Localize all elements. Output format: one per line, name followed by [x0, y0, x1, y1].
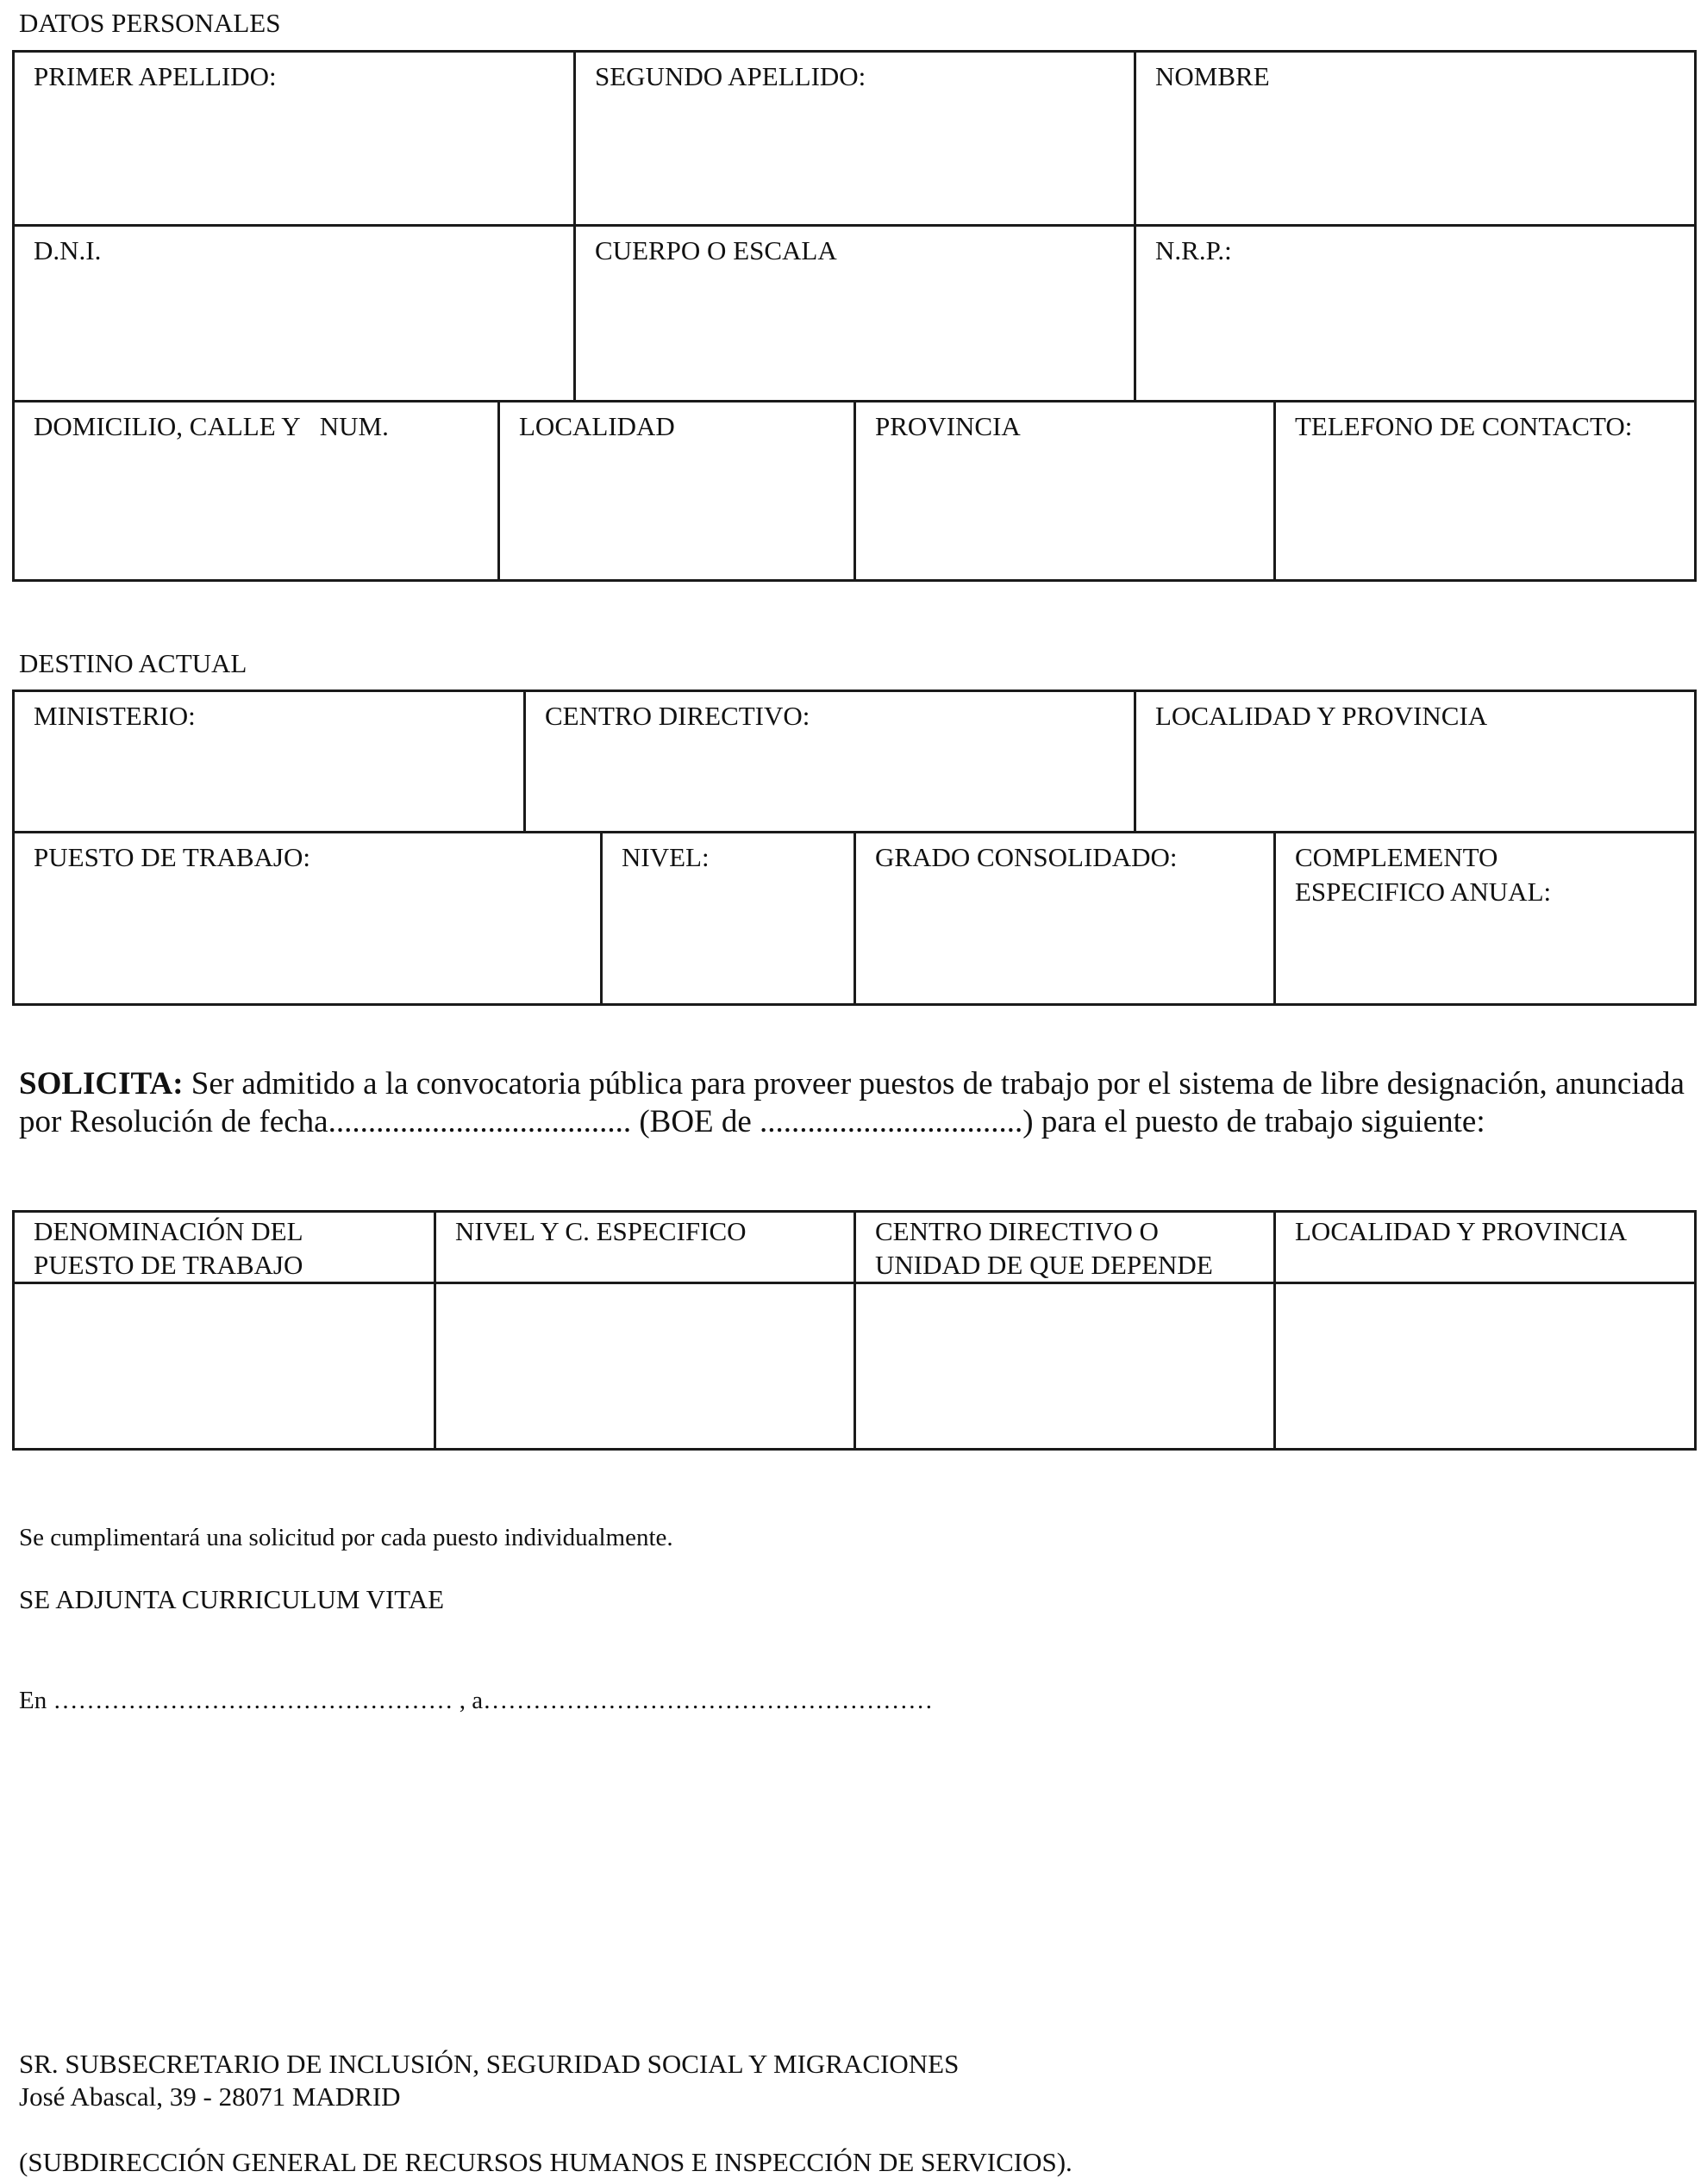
nivel-especifico-input-cell[interactable] [436, 1284, 854, 1448]
field-label: TELEFONO DE CONTACTO: [1295, 411, 1633, 441]
nombre-field[interactable] [1136, 53, 1694, 224]
field-label: D.N.I. [34, 235, 102, 265]
table-header [436, 1213, 854, 1282]
individual-note: Se cumplimentará una solicitud por cada puesto individualmente. [19, 1524, 673, 1551]
header-label: CENTRO DIRECTIVO O UNIDAD DE QUE DEPENDE [875, 1216, 1213, 1280]
table-header [15, 1213, 434, 1282]
ministerio-field[interactable] [15, 692, 523, 831]
addressee-department: (SUBDIRECCIÓN GENERAL DE RECURSOS HUMANOS E INSPECCIÓN DE SERVICIOS). [19, 2147, 1072, 2177]
field-label: SEGUNDO APELLIDO: [595, 61, 866, 91]
field-label: PROVINCIA [875, 411, 1021, 441]
field-label: COMPLEMENTO ESPECIFICO ANUAL: [1295, 842, 1552, 907]
primer-apellido-field[interactable] [15, 53, 573, 224]
denominacion-input-cell[interactable] [15, 1284, 434, 1448]
nrp-field[interactable] [1136, 227, 1694, 400]
field-label: PRIMER APELLIDO: [34, 61, 277, 91]
localidad-field[interactable] [500, 402, 854, 579]
puesto-solicitado-table [12, 1210, 1697, 1451]
field-label: CENTRO DIRECTIVO: [545, 701, 810, 731]
personal-data-heading: DATOS PERSONALES [19, 8, 281, 38]
solicita-text: Ser admitido a la convocatoria pública para proveer puestos de trabajo por el sistema de libre designación, anunciada por Resolución de fecha...................................... (BOE de .................................) para el puesto de trabajo siguiente: [19, 1066, 1685, 1139]
localidad-provincia-field[interactable] [1136, 692, 1694, 831]
segundo-apellido-field[interactable] [576, 53, 1134, 224]
field-label: GRADO CONSOLIDADO: [875, 842, 1178, 872]
addressee-title: SR. SUBSECRETARIO DE INCLUSIÓN, SEGURIDAD SOCIAL Y MIGRACIONES [19, 2049, 960, 2079]
personal-data-table [12, 50, 1697, 582]
field-label: MINISTERIO: [34, 701, 196, 731]
destino-actual-heading: DESTINO ACTUAL [19, 648, 247, 678]
field-label: DOMICILIO, CALLE Y NUM. [34, 411, 389, 441]
centro-directivo-field[interactable] [526, 692, 1134, 831]
header-label: NIVEL Y C. ESPECIFICO [455, 1216, 747, 1246]
addressee-address: José Abascal, 39 - 28071 MADRID [19, 2081, 401, 2112]
table-header [856, 1213, 1273, 1282]
solicita-label: SOLICITA: [19, 1066, 184, 1101]
place-date-line[interactable]: En ………………………………………… , a……………………………………………… [19, 1687, 934, 1714]
provincia-field[interactable] [856, 402, 1273, 579]
field-label: PUESTO DE TRABAJO: [34, 842, 310, 872]
field-label: LOCALIDAD Y PROVINCIA [1155, 701, 1488, 731]
field-label: CUERPO O ESCALA [595, 235, 837, 265]
field-label: NOMBRE [1155, 61, 1270, 91]
complemento-especifico-field[interactable] [1276, 833, 1694, 1003]
field-label: LOCALIDAD [519, 411, 675, 441]
cuerpo-escala-field[interactable] [576, 227, 1134, 400]
nivel-field[interactable] [603, 833, 854, 1003]
localidad-provincia-input-cell[interactable] [1276, 1284, 1694, 1448]
table-header [1276, 1213, 1694, 1282]
field-label: NIVEL: [622, 842, 710, 872]
header-label: DENOMINACIÓN DEL PUESTO DE TRABAJO [34, 1216, 303, 1280]
curriculum-note: SE ADJUNTA CURRICULUM VITAE [19, 1584, 445, 1614]
header-label: LOCALIDAD Y PROVINCIA [1295, 1216, 1628, 1246]
grado-consolidado-field[interactable] [856, 833, 1273, 1003]
destino-actual-table [12, 690, 1697, 1006]
dni-field[interactable] [15, 227, 573, 400]
telefono-field[interactable] [1276, 402, 1694, 579]
domicilio-field[interactable] [15, 402, 497, 579]
centro-directivo-input-cell[interactable] [856, 1284, 1273, 1448]
field-label: N.R.P.: [1155, 235, 1232, 265]
solicita-paragraph [19, 1065, 1702, 1141]
puesto-trabajo-field[interactable] [15, 833, 600, 1003]
